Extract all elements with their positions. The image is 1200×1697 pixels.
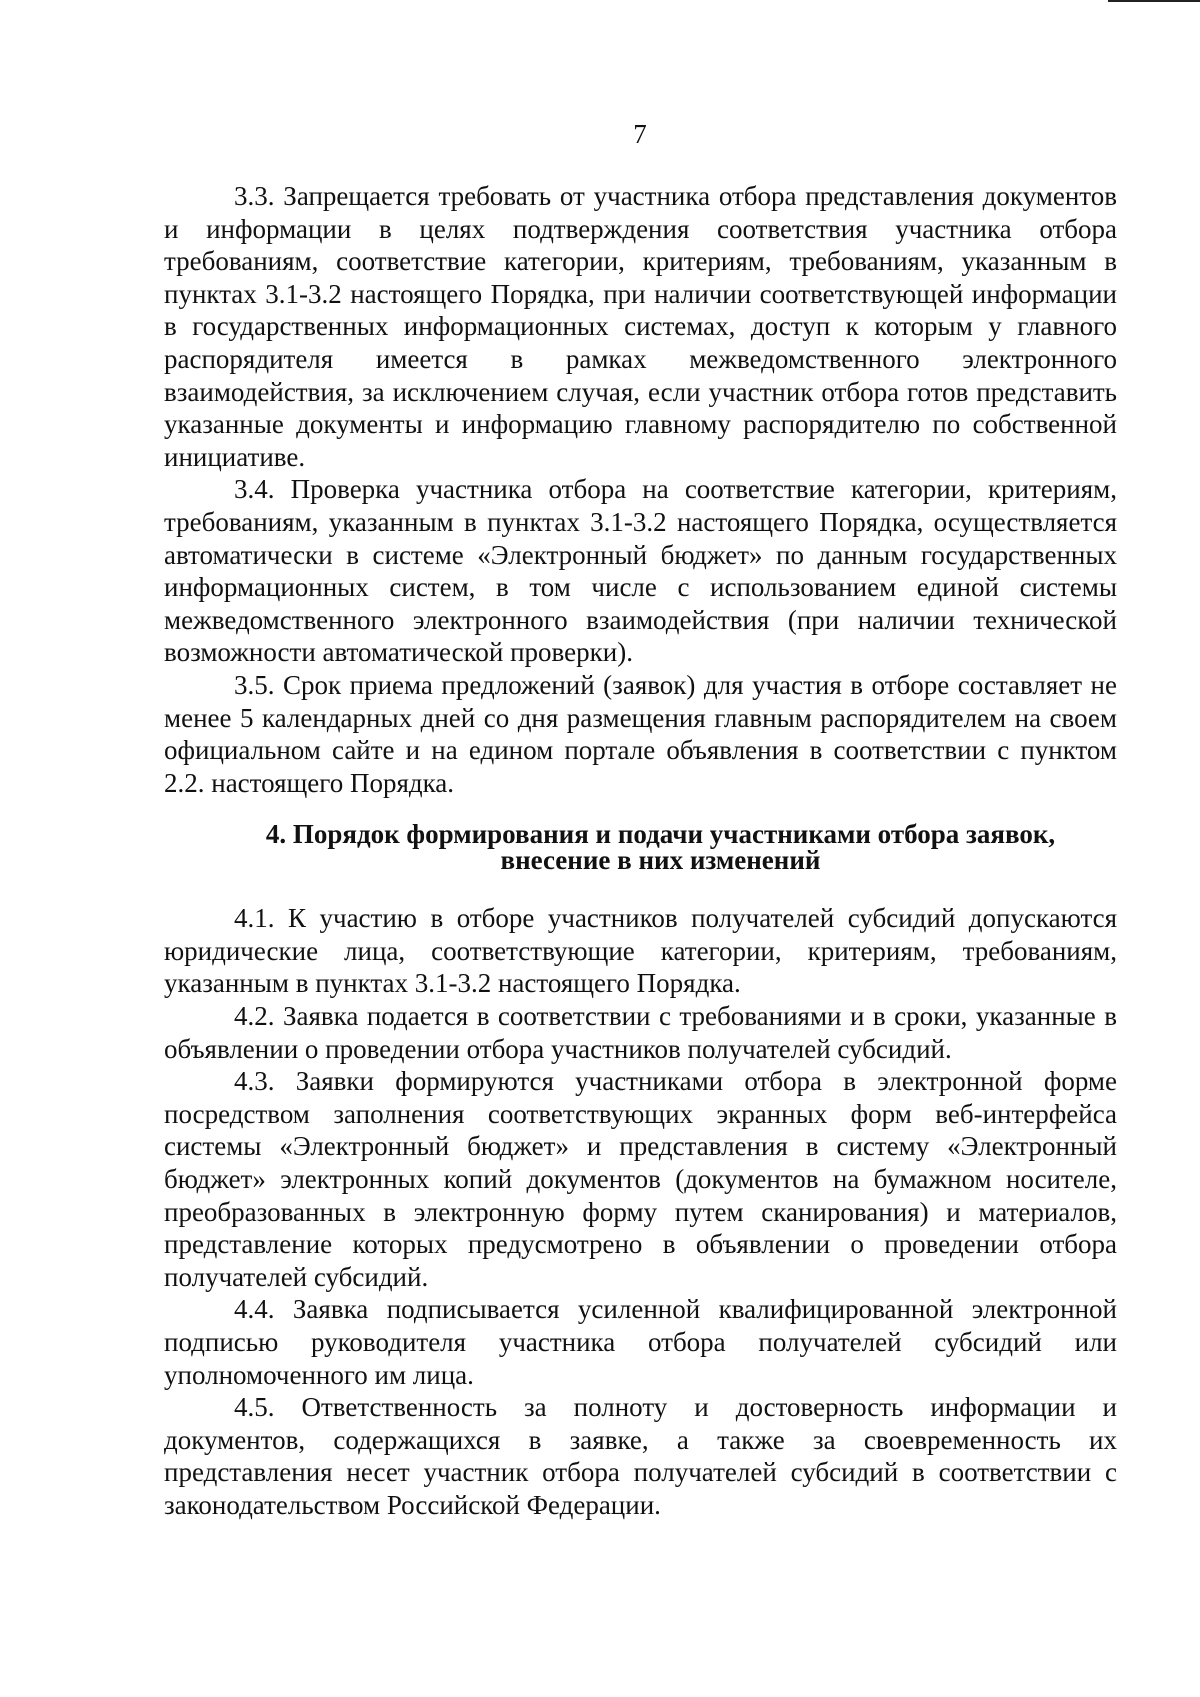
paragraph-4-1: 4.1. К участию в отборе участников получателей субсидий допускаются юридические лица, соответствующие категории, критериям, требованиям, указанным в пунктах 3.1-3.2 настоящего Порядка. <box>164 903 1117 999</box>
document-body <box>164 180 1117 1522</box>
section-4-heading-line-2: внесение в них изменений <box>500 845 821 876</box>
top-edge-rule <box>1108 0 1200 2</box>
paragraph-4-2: 4.2. Заявка подается в соответствии с требованиями и в сроки, указанные в объявлении о проведении отбора участников получателей субсидий. <box>164 1001 1117 1064</box>
section-4-heading-line-1: 4. Порядок формирования и подачи участниками отбора заявок, <box>265 819 1056 850</box>
paragraph-4-4: 4.4. Заявка подписывается усиленной квалифицированной электронной подписью руководителя участника отбора получателей субсидий или уполномоченного им лица. <box>164 1294 1117 1390</box>
paragraph-4-3: 4.3. Заявки формируются участниками отбора в электронной форме посредством заполнения соответствующих экранных форм веб-интерфейса системы «Электронный бюджет» и представления в систему «Электронный бюджет» электронных копий документов (документов на бумажном носителе, преобразованных в электронную форму путем сканирования) и материалов, представление которых предусмотрено в объявлении о проведении отбора получателей субсидий. <box>164 1066 1117 1292</box>
section-4-heading <box>164 819 1117 876</box>
paragraph-3-3: 3.3. Запрещается требовать от участника отбора представления документов и информации в целях подтверждения соответствия участника отбора требованиям, соответствие категории, критериям, требованиям, указанным в пунктах 3.1-3.2 настоящего Порядка, при наличии соответствующей информации в государственных информационных системах, доступ к которым у главного распорядителя имеется в рамках межведомственного электронного взаимодействия, за исключением случая, если участник отбора готов представить указанные документы и информацию главному распорядителю по собственной инициативе. <box>164 181 1117 472</box>
paragraph-3-4: 3.4. Проверка участника отбора на соответствие категории, критериям, требованиям, указанным в пунктах 3.1-3.2 настоящего Порядка, осуществляется автоматически в системе «Электронный бюджет» по данным государственных информационных систем, в том числе с использованием единой системы межведомственного электронного взаимодействия (при наличии технической возможности автоматической проверки). <box>164 474 1117 668</box>
paragraph-3-5: 3.5. Срок приема предложений (заявок) для участия в отборе составляет не менее 5 календарных дней со дня размещения главным распорядителем на своем официальном сайте и на едином портале объявления в соответствии с пунктом 2.2. настоящего Порядка. <box>164 669 1117 798</box>
page-number: 7 <box>633 119 647 149</box>
paragraph-4-5: 4.5. Ответственность за полноту и достоверность информации и документов, содержащихся в заявке, а также за своевременность их представления несет участник отбора получателей субсидий в соответствии с законодательством Российской Федерации. <box>164 1392 1117 1520</box>
